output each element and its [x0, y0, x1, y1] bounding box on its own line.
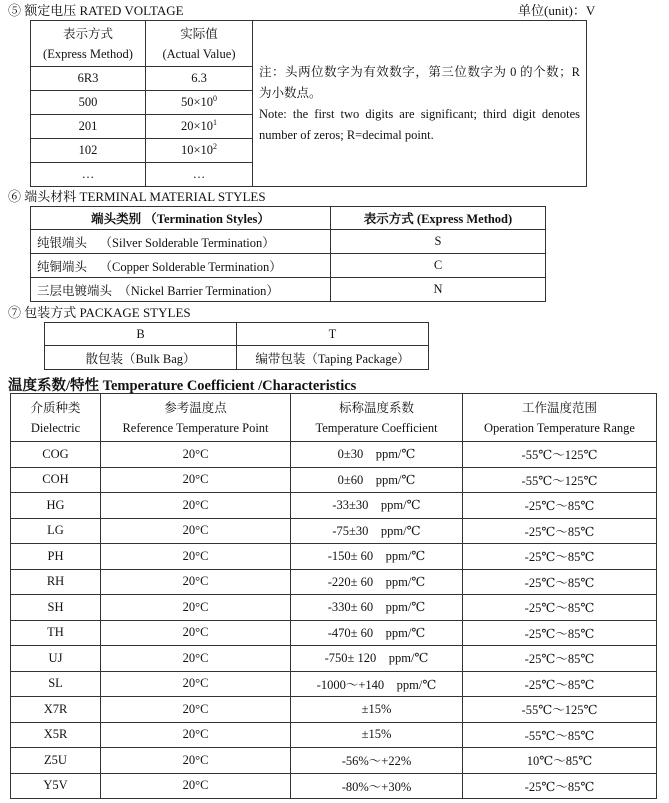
package-code: T [237, 323, 429, 346]
termination-code: S [331, 230, 546, 254]
cell-coef: 0±30 ppm/℃ [291, 442, 463, 468]
cell-dielectric: COG [11, 442, 101, 468]
cell-ref: 20°C [101, 773, 291, 799]
cell-range: -55℃～125℃ [463, 467, 657, 493]
cell-range: -25℃～85℃ [463, 773, 657, 799]
cell-ref: 20°C [101, 467, 291, 493]
termination-code: N [331, 278, 546, 302]
table-row [11, 697, 657, 723]
termination-style: 纯铜端头 （Copper Solderable Termination） [31, 254, 331, 278]
cell-ref: 20°C [101, 671, 291, 697]
table-row [11, 671, 657, 697]
cell-dielectric: TH [11, 620, 101, 646]
voltage-value: 6.3 [146, 67, 253, 91]
col-reference-temp: 参考温度点 Reference Temperature Point [101, 394, 291, 442]
cell-dielectric: SH [11, 595, 101, 621]
cell-coef: -150± 60 ppm/℃ [291, 544, 463, 570]
cell-coef: -330± 60 ppm/℃ [291, 595, 463, 621]
cell-coef: ±15% [291, 697, 463, 723]
table-row [11, 544, 657, 570]
col-express-method: 表示方式 (Express Method) [31, 21, 146, 67]
table-row [11, 467, 657, 493]
package-label: 散包装（Bulk Bag） [45, 346, 237, 370]
table-row [11, 748, 657, 774]
table-row [11, 518, 657, 544]
voltage-code: 201 [31, 115, 146, 139]
cell-ref: 20°C [101, 748, 291, 774]
col-dielectric: 介质种类 Dielectric [11, 394, 101, 442]
termination-style: 纯银端头 （Silver Solderable Termination） [31, 230, 331, 254]
col-operating-range: 工作温度范围 Operation Temperature Range [463, 394, 657, 442]
cell-coef: 0±60 ppm/℃ [291, 467, 463, 493]
table-row [11, 595, 657, 621]
cell-ref: 20°C [101, 518, 291, 544]
cell-dielectric: Y5V [11, 773, 101, 799]
cell-range: -25℃～85℃ [463, 518, 657, 544]
col-termination-style: 端头类别 （Termination Styles） [31, 207, 331, 230]
cell-dielectric: COH [11, 467, 101, 493]
voltage-value: $20\times 10^1$ [146, 115, 253, 139]
cell-range: -25℃～85℃ [463, 544, 657, 570]
table-row [11, 442, 657, 468]
table-row [11, 493, 657, 519]
termination-code: C [331, 254, 546, 278]
cell-coef: ±15% [291, 722, 463, 748]
package-heading: ⑦ 包装方式 PACKAGE STYLES [8, 305, 191, 320]
voltage-code: 102 [31, 139, 146, 163]
cell-range: -55℃～85℃ [463, 722, 657, 748]
cell-dielectric: UJ [11, 646, 101, 672]
cell-range: -25℃～85℃ [463, 493, 657, 519]
cell-range: -25℃～85℃ [463, 569, 657, 595]
cell-coef: -220± 60 ppm/℃ [291, 569, 463, 595]
cell-ref: 20°C [101, 620, 291, 646]
cell-range: 10℃～85℃ [463, 748, 657, 774]
table-row [11, 620, 657, 646]
table-row [11, 722, 657, 748]
cell-dielectric: HG [11, 493, 101, 519]
cell-range: -25℃～85℃ [463, 646, 657, 672]
voltage-code: … [31, 163, 146, 187]
table-row [11, 646, 657, 672]
cell-ref: 20°C [101, 493, 291, 519]
table-row [11, 569, 657, 595]
cell-ref: 20°C [101, 722, 291, 748]
voltage-value: $10\times 10^2$ [146, 139, 253, 163]
cell-coef: -33±30 ppm/℃ [291, 493, 463, 519]
cell-coef: -1000～+140 ppm/℃ [291, 671, 463, 697]
cell-dielectric: SL [11, 671, 101, 697]
cell-coef: -80%～+30% [291, 773, 463, 799]
unit-label: 单位(unit)：V [518, 3, 596, 18]
temperature-title: 温度系数/特性 Temperature Coefficient /Characteristics [8, 378, 357, 394]
cell-coef: -470± 60 ppm/℃ [291, 620, 463, 646]
cell-dielectric: LG [11, 518, 101, 544]
cell-ref: 20°C [101, 595, 291, 621]
cell-dielectric: X5R [11, 722, 101, 748]
package-table [44, 322, 429, 370]
cell-range: -25℃～85℃ [463, 595, 657, 621]
terminal-table [30, 206, 546, 302]
table-row [11, 773, 657, 799]
cell-ref: 20°C [101, 697, 291, 723]
cell-range: -25℃～85℃ [463, 620, 657, 646]
voltage-value: $50\times 10^0$ [146, 91, 253, 115]
col-temp-coefficient: 标称温度系数 Temperature Coefficient [291, 394, 463, 442]
rated-voltage-note: 注：头两位数字为有效数字，第三位数字为 0 的个数；R 为小数点。 Note: the first two digits are significant; third digit denotes number of zeros; R=decimal point. [253, 21, 587, 187]
cell-range: -55℃～125℃ [463, 442, 657, 468]
cell-dielectric: PH [11, 544, 101, 570]
col-actual-value: 实际值 (Actual Value) [146, 21, 253, 67]
cell-dielectric: X7R [11, 697, 101, 723]
cell-coef: -75±30 ppm/℃ [291, 518, 463, 544]
cell-coef: -56%～+22% [291, 748, 463, 774]
cell-dielectric: Z5U [11, 748, 101, 774]
voltage-code: 500 [31, 91, 146, 115]
terminal-heading: ⑥ 端头材料 TERMINAL MATERIAL STYLES [8, 189, 266, 204]
cell-coef: -750± 120 ppm/℃ [291, 646, 463, 672]
cell-ref: 20°C [101, 544, 291, 570]
package-code: B [45, 323, 237, 346]
cell-range: -55℃～125℃ [463, 697, 657, 723]
voltage-value: … [146, 163, 253, 187]
cell-ref: 20°C [101, 442, 291, 468]
cell-ref: 20°C [101, 569, 291, 595]
rated-voltage-heading: ⑤ 额定电压 RATED VOLTAGE [8, 3, 184, 18]
rated-voltage-table [30, 20, 587, 187]
temperature-table [10, 393, 657, 799]
package-label: 编带包装（Taping Package） [237, 346, 429, 370]
col-express-method: 表示方式 (Express Method) [331, 207, 546, 230]
voltage-code: 6R3 [31, 67, 146, 91]
termination-style: 三层电镀端头 （Nickel Barrier Termination） [31, 278, 331, 302]
cell-dielectric: RH [11, 569, 101, 595]
cell-range: -25℃～85℃ [463, 671, 657, 697]
temperature-rows [11, 442, 657, 799]
cell-ref: 20°C [101, 646, 291, 672]
